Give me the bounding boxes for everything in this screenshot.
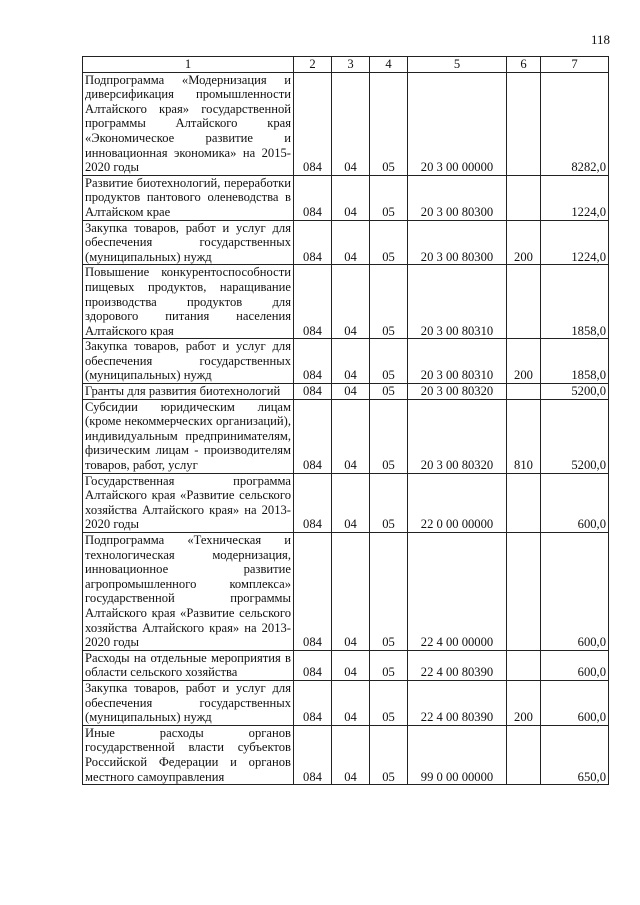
- header-col-6: 6: [507, 57, 541, 73]
- row-expense-type: [507, 650, 541, 680]
- row-subsection-code: 05: [370, 175, 408, 220]
- row-section-code: 04: [332, 680, 370, 725]
- table-row: [83, 533, 609, 651]
- row-name: Субсидии юридическим лицам (кроме некоммерческих организаций), индивидуальным предпринимателям, физическим лицам - производителям товаров, работ, услуг: [83, 399, 294, 473]
- row-subsection-code: 05: [370, 680, 408, 725]
- row-section-code: 04: [332, 399, 370, 473]
- row-expense-type: [507, 175, 541, 220]
- row-ministry-code: 084: [294, 339, 332, 384]
- row-ministry-code: 084: [294, 265, 332, 339]
- header-col-4: 4: [370, 57, 408, 73]
- row-target-code: 22 4 00 80390: [408, 650, 507, 680]
- row-ministry-code: 084: [294, 533, 332, 651]
- row-ministry-code: 084: [294, 650, 332, 680]
- table-row: [83, 72, 609, 175]
- row-ministry-code: 084: [294, 175, 332, 220]
- row-name: Иные расходы органов государственной власти субъектов Российской Федерации и органов местного самоуправления: [83, 725, 294, 784]
- row-target-code: 99 0 00 00000: [408, 725, 507, 784]
- row-subsection-code: 05: [370, 650, 408, 680]
- row-expense-type: 200: [507, 339, 541, 384]
- row-name: Повышение конкурентоспособности пищевых продуктов, наращивание производства продуктов для здорового питания населения Алтайского края: [83, 265, 294, 339]
- table-row: [83, 339, 609, 384]
- row-target-code: 20 3 00 00000: [408, 72, 507, 175]
- row-section-code: 04: [332, 265, 370, 339]
- table-row: [83, 473, 609, 532]
- row-section-code: 04: [332, 339, 370, 384]
- row-amount: 600,0: [541, 533, 609, 651]
- table-row: [83, 265, 609, 339]
- row-section-code: 04: [332, 220, 370, 265]
- header-col-5: 5: [408, 57, 507, 73]
- row-section-code: 04: [332, 473, 370, 532]
- row-section-code: 04: [332, 533, 370, 651]
- row-amount: 5200,0: [541, 384, 609, 400]
- header-col-3: 3: [332, 57, 370, 73]
- row-section-code: 04: [332, 384, 370, 400]
- row-name: Закупка товаров, работ и услуг для обеспечения государственных (муниципальных) нужд: [83, 220, 294, 265]
- row-amount: 8282,0: [541, 72, 609, 175]
- row-ministry-code: 084: [294, 473, 332, 532]
- row-section-code: 04: [332, 650, 370, 680]
- row-subsection-code: 05: [370, 399, 408, 473]
- row-amount: 1224,0: [541, 175, 609, 220]
- row-subsection-code: 05: [370, 473, 408, 532]
- row-ministry-code: 084: [294, 220, 332, 265]
- row-name: Закупка товаров, работ и услуг для обеспечения государственных (муниципальных) нужд: [83, 339, 294, 384]
- row-section-code: 04: [332, 175, 370, 220]
- table-row: [83, 175, 609, 220]
- row-amount: 600,0: [541, 473, 609, 532]
- row-subsection-code: 05: [370, 339, 408, 384]
- row-expense-type: [507, 384, 541, 400]
- row-expense-type: [507, 533, 541, 651]
- row-name: Подпрограмма «Модернизация и диверсификация промышленности Алтайского края» государственной программы Алтайского края «Экономическое развитие и инновационная экономика» на 2015-2020 годы: [83, 72, 294, 175]
- row-expense-type: 810: [507, 399, 541, 473]
- row-ministry-code: 084: [294, 399, 332, 473]
- header-col-2: 2: [294, 57, 332, 73]
- table-row: [83, 650, 609, 680]
- row-name: Подпрограмма «Техническая и технологическая модернизация, инновационное развитие агропромышленного комплекса» государственной программы Алтайского края «Развитие сельского хозяйства Алтайского края» на 2013-2020 годы: [83, 533, 294, 651]
- row-ministry-code: 084: [294, 384, 332, 400]
- row-amount: 1858,0: [541, 339, 609, 384]
- row-target-code: 20 3 00 80310: [408, 339, 507, 384]
- row-expense-type: 200: [507, 680, 541, 725]
- row-name: Закупка товаров, работ и услуг для обеспечения государственных (муниципальных) нужд: [83, 680, 294, 725]
- header-row: [83, 57, 609, 73]
- table-row: [83, 220, 609, 265]
- row-target-code: 20 3 00 80320: [408, 384, 507, 400]
- row-target-code: 22 0 00 00000: [408, 473, 507, 532]
- row-name: Расходы на отдельные мероприятия в области сельского хозяйства: [83, 650, 294, 680]
- row-section-code: 04: [332, 72, 370, 175]
- row-name: Гранты для развития биотехнологий: [83, 384, 294, 400]
- row-subsection-code: 05: [370, 72, 408, 175]
- table-row: [83, 725, 609, 784]
- header-col-7: 7: [541, 57, 609, 73]
- row-subsection-code: 05: [370, 384, 408, 400]
- row-expense-type: 200: [507, 220, 541, 265]
- row-amount: 5200,0: [541, 399, 609, 473]
- row-expense-type: [507, 725, 541, 784]
- row-name: Развитие биотехнологий, переработки продуктов пантового оленеводства в Алтайском крае: [83, 175, 294, 220]
- row-expense-type: [507, 265, 541, 339]
- row-amount: 600,0: [541, 650, 609, 680]
- page-number: 118: [590, 32, 610, 47]
- row-amount: 650,0: [541, 725, 609, 784]
- table-body: [83, 72, 609, 785]
- row-target-code: 20 3 00 80320: [408, 399, 507, 473]
- row-amount: 600,0: [541, 680, 609, 725]
- row-subsection-code: 05: [370, 265, 408, 339]
- row-expense-type: [507, 72, 541, 175]
- table-row: [83, 384, 609, 400]
- row-subsection-code: 05: [370, 220, 408, 265]
- row-target-code: 20 3 00 80300: [408, 220, 507, 265]
- table-row: [83, 399, 609, 473]
- row-ministry-code: 084: [294, 680, 332, 725]
- row-expense-type: [507, 473, 541, 532]
- row-subsection-code: 05: [370, 725, 408, 784]
- table-row: [83, 680, 609, 725]
- header-col-1: 1: [83, 57, 294, 73]
- row-name: Государственная программа Алтайского края «Развитие сельского хозяйства Алтайского края» на 2013-2020 годы: [83, 473, 294, 532]
- budget-table: [82, 56, 609, 785]
- row-section-code: 04: [332, 725, 370, 784]
- row-ministry-code: 084: [294, 72, 332, 175]
- row-amount: 1224,0: [541, 220, 609, 265]
- row-target-code: 20 3 00 80310: [408, 265, 507, 339]
- row-target-code: 22 4 00 00000: [408, 533, 507, 651]
- row-target-code: 22 4 00 80390: [408, 680, 507, 725]
- row-subsection-code: 05: [370, 533, 408, 651]
- row-amount: 1858,0: [541, 265, 609, 339]
- row-target-code: 20 3 00 80300: [408, 175, 507, 220]
- row-ministry-code: 084: [294, 725, 332, 784]
